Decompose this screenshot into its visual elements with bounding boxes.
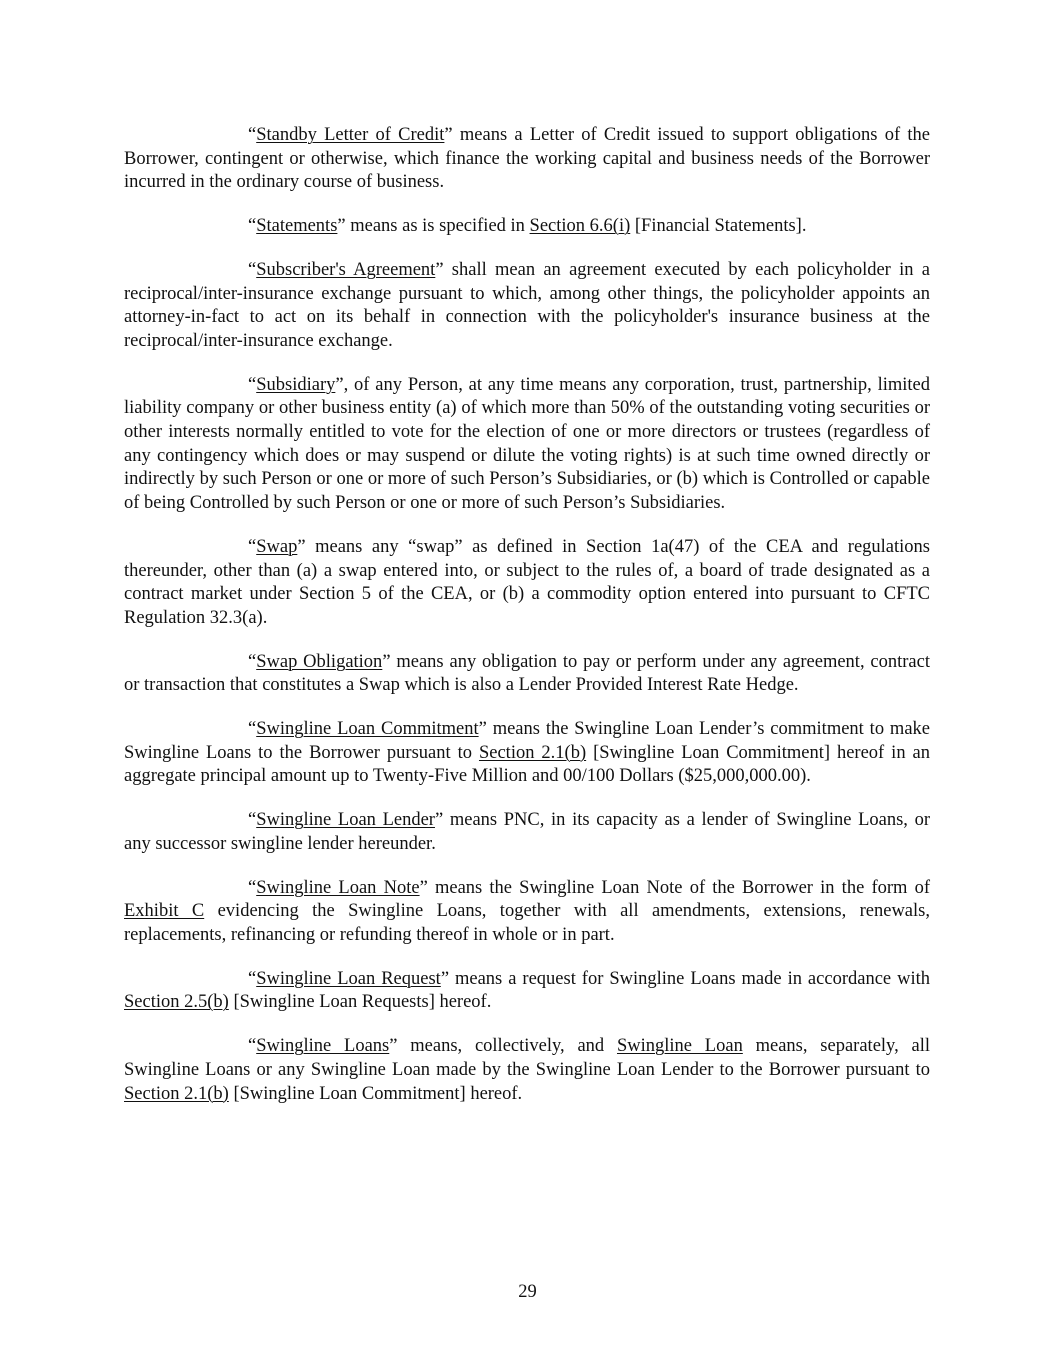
definition-paragraph [124, 1035, 930, 1106]
definition-text: ” means any obligation to pay or perform under any agreement, contract or transaction that constitutes a Swap which is also a Lender Provided Interest Rate Hedge. [124, 651, 930, 696]
definition-text: “ [248, 810, 257, 831]
defined-term-reference: Swingline Loans [256, 1036, 390, 1057]
definition-text: ” means any “swap” as defined in Section 1a(47) of the CEA and regulations thereunder, other than (a) a swap entered into, or subject to the rules of, a board of trade designated as a contract market under Section 5 of the CEA, or (b) a commodity option entered into pursuant to CFTC Regulation 32.3(a). [124, 536, 930, 628]
definition-text: [Financial Statements]. [630, 216, 807, 237]
definition-text: “ [248, 719, 257, 740]
definition-paragraph [124, 124, 930, 195]
definition-text: ” means the Swingline Loan Lender’s commitment to make Swingline Loans to the Borrower pursuant to [124, 719, 930, 763]
defined-term-reference: Subscriber's Agreement [256, 259, 436, 280]
defined-term-reference: Section 2.1(b) [124, 1083, 229, 1104]
page-number: 29 [518, 1282, 537, 1302]
defined-term-reference: Swingline Loan Lender [256, 810, 435, 831]
definition-paragraph [124, 968, 930, 1015]
definition-paragraph [124, 215, 930, 239]
definition-text: ” means, collectively, and [389, 1036, 617, 1057]
defined-term-reference: Section 6.6(i) [529, 216, 631, 237]
definition-text: “ [248, 216, 257, 237]
defined-term-reference: Swap [256, 536, 298, 557]
definition-paragraph [124, 718, 930, 789]
definition-text: ” means as is specified in [337, 216, 530, 237]
definition-text: ” means a request for Swingline Loans made in accordance with [440, 968, 930, 989]
definition-text: ”, of any Person, at any time means any corporation, trust, partnership, limited liability company or other business entity (a) of which more than 50% of the outstanding voting securities or other interests normally entitled to vote for the election of one or more directors or trustees (regardless of any contingency which does or may suspend or dilute the voting rights) is at such time owned directly or indirectly by such Person or one or more of such Person’s Subsidiaries, or (b) which is Controlled or capable of being Controlled by such Person or one or more of such Person’s Subsidiaries. [124, 374, 930, 514]
definition-paragraph [124, 374, 930, 516]
defined-term-reference: Swap Obligation [256, 651, 383, 672]
definition-text: “ [248, 651, 257, 672]
definition-paragraph [124, 877, 930, 948]
definition-text: “ [248, 536, 257, 557]
definition-text: “ [248, 259, 257, 280]
definition-text: [Swingline Loan Requests] hereof. [228, 992, 492, 1013]
defined-term-reference: Statements [256, 216, 338, 237]
definition-paragraph [124, 809, 930, 856]
definition-text: [Swingline Loan Commitment] hereof. [228, 1083, 523, 1104]
definition-text: means, separately, all Swingline Loans or any Swingline Loan made by the Swingline Loan Lender to the Borrower pursuant to [124, 1036, 930, 1080]
definition-text: ” means PNC, in its capacity as a lender of Swingline Loans, or any successor swingline lender hereunder. [124, 810, 930, 854]
definition-text: evidencing the Swingline Loans, together with all amendments, extensions, renewals, replacements, refinancing or refunding thereof in whole or in part. [124, 901, 930, 945]
definition-paragraph [124, 259, 930, 354]
defined-term-reference: Exhibit C [124, 901, 205, 922]
definition-text: “ [248, 1036, 257, 1057]
defined-term-reference: Section 2.1(b) [478, 742, 587, 763]
defined-term-reference: Standby Letter of Credit [256, 125, 445, 145]
definition-paragraph [124, 536, 930, 631]
defined-term-reference: Section 2.5(b) [124, 992, 229, 1013]
definition-text: ” shall mean an agreement executed by each policyholder in a reciprocal/inter-insurance exchange pursuant to which, among other things, the policyholder appoints an attorney-in-fact to act on its behalf in connection with the policyholder's insurance business at the reciprocal/inter-insurance exchange. [124, 259, 930, 351]
definition-text: “ [248, 125, 257, 145]
defined-term-reference: Swingline Loan [616, 1036, 743, 1057]
definition-text: [Swingline Loan Commitment] hereof in an aggregate principal amount up to Twenty-Five Million and 00/100 Dollars ($25,000,000.00). [124, 742, 930, 787]
defined-term-reference: Swingline Loan Request [256, 968, 441, 989]
definition-text: “ [248, 877, 257, 898]
defined-term-reference: Swingline Loan Commitment [256, 719, 479, 740]
definition-text: “ [248, 374, 257, 395]
definition-text: “ [248, 968, 257, 989]
definitions-section [124, 124, 930, 1126]
defined-term-reference: Swingline Loan Note [256, 877, 420, 898]
definition-text: ” means the Swingline Loan Note of the Borrower in the form of [419, 877, 930, 898]
definition-paragraph [124, 651, 930, 698]
definition-text: ” means a Letter of Credit issued to support obligations of the Borrower, contingent or otherwise, which finance the working capital and business needs of the Borrower incurred in the ordinary course of business. [124, 125, 930, 193]
defined-term-reference: Subsidiary [256, 374, 336, 395]
